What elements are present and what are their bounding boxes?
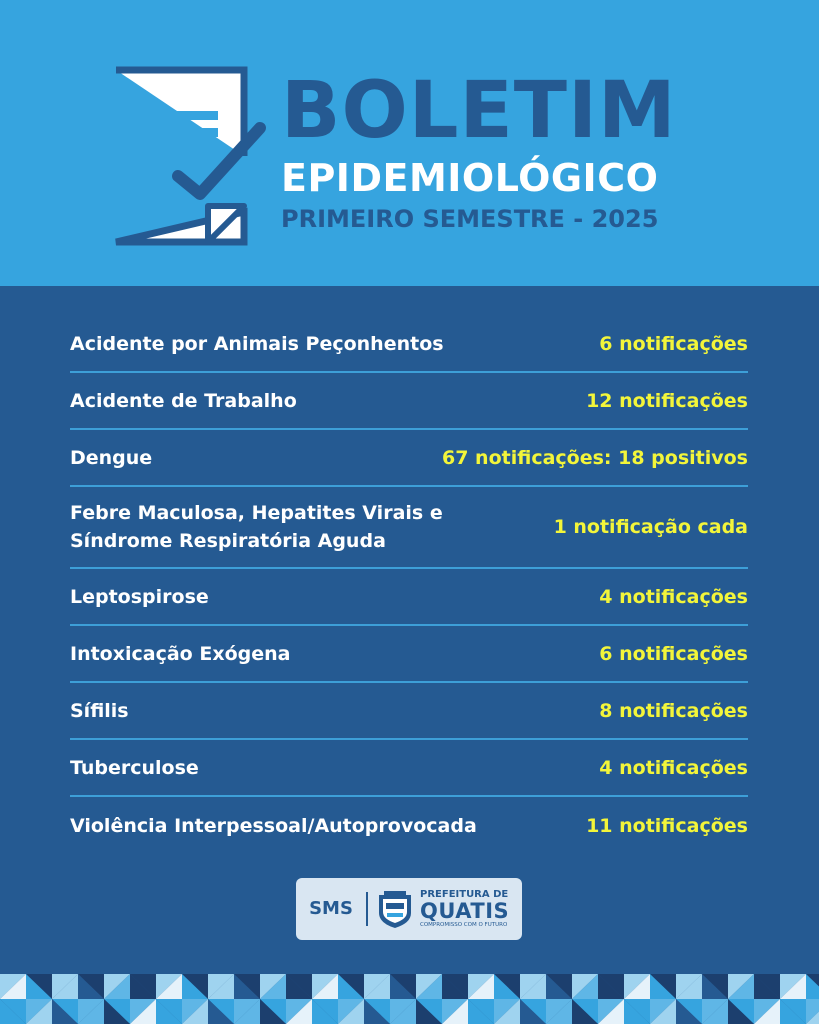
- item-label: Dengue: [70, 446, 153, 469]
- list-item: [70, 569, 748, 626]
- item-value: 6 notificações: [599, 642, 748, 665]
- item-value: 4 notificações: [599, 756, 748, 779]
- title-block: [281, 66, 721, 234]
- notification-list: [70, 316, 748, 854]
- city-name: QUATIS: [420, 899, 510, 923]
- page-subtitle: EPIDEMIOLÓGICO: [281, 156, 659, 200]
- prefeitura-logo-text: [420, 889, 509, 929]
- item-label: Intoxicação Exógena: [70, 642, 291, 665]
- decorative-pattern: [0, 974, 819, 1024]
- item-label: Acidente de Trabalho: [70, 389, 297, 412]
- list-item: [70, 740, 748, 797]
- header-banner: [0, 0, 819, 286]
- city-slogan: COMPROMISSO COM O FUTURO: [420, 922, 508, 928]
- item-value: 1 notificação cada: [553, 516, 748, 538]
- item-label-line1: Febre Maculosa, Hepatites Virais e: [70, 502, 443, 524]
- item-value: 6 notificações: [599, 332, 748, 355]
- list-item: [70, 683, 748, 740]
- list-item: [70, 316, 748, 373]
- sms-label: SMS: [296, 892, 368, 926]
- city-crest-icon: [376, 889, 414, 929]
- item-value: 12 notificações: [586, 389, 748, 412]
- period-label: PRIMEIRO SEMESTRE - 2025: [281, 205, 659, 233]
- item-value: 4 notificações: [599, 585, 748, 608]
- item-label-line2: Síndrome Respiratória Aguda: [70, 530, 386, 552]
- list-item: [70, 797, 748, 854]
- list-item: [70, 487, 748, 569]
- footer-logo: [296, 878, 522, 940]
- item-label: Tuberculose: [70, 756, 199, 779]
- list-item: [70, 626, 748, 683]
- item-label: Leptospirose: [70, 585, 209, 608]
- item-value: 8 notificações: [599, 699, 748, 722]
- page-title: BOLETIM: [281, 66, 677, 156]
- prefeitura-label: PREFEITURA DE: [420, 889, 509, 900]
- item-label: Acidente por Animais Peçonhentos: [70, 332, 444, 355]
- document-check-icon: [110, 66, 270, 246]
- list-item: [70, 373, 748, 430]
- item-label: Sífilis: [70, 699, 129, 722]
- item-label: [70, 499, 443, 555]
- item-value: 11 notificações: [586, 814, 748, 837]
- item-value: 67 notificações: 18 positivos: [442, 446, 748, 469]
- list-item: [70, 430, 748, 487]
- item-label: Violência Interpessoal/Autoprovocada: [70, 814, 477, 837]
